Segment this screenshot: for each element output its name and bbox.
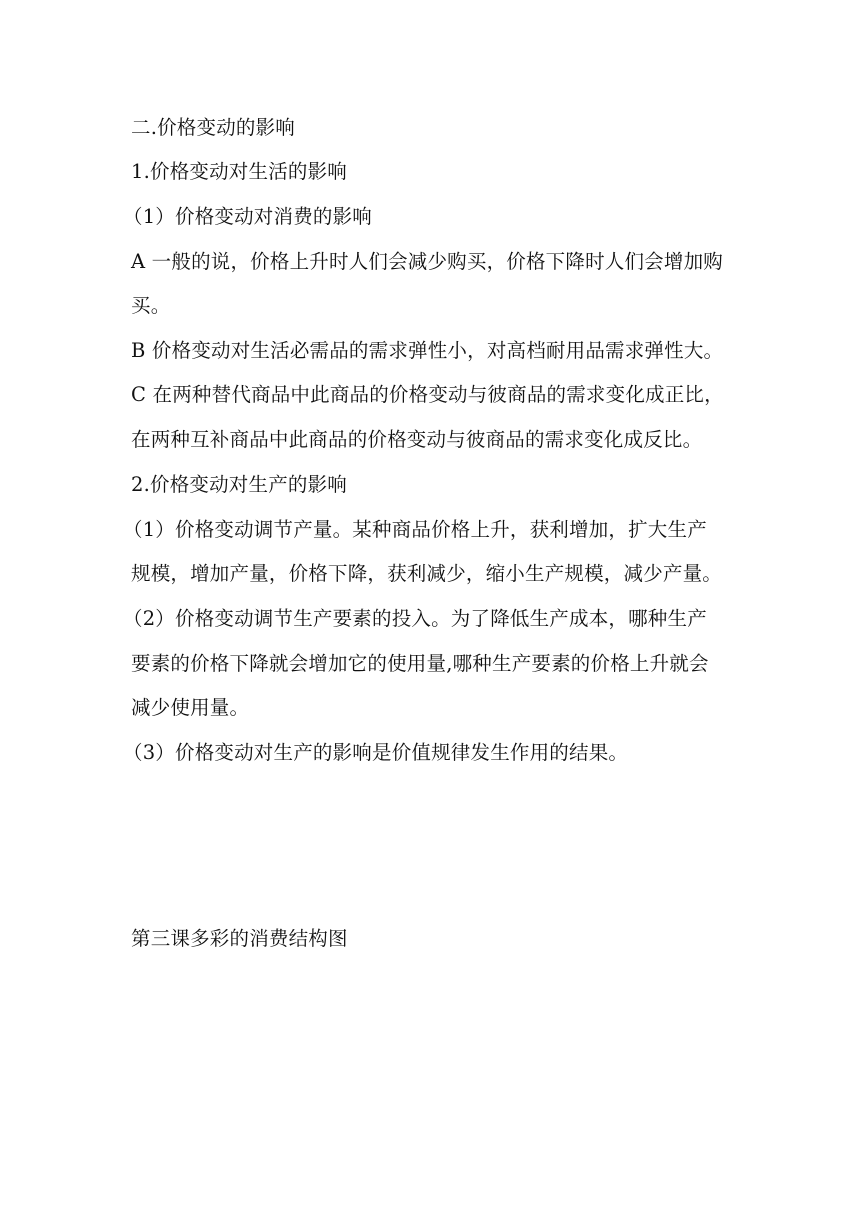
item-heading-consumption: （1）价格变动对消费的影响 bbox=[123, 205, 373, 228]
section-heading: 二.价格变动的影响 bbox=[131, 116, 295, 139]
point-b: B 价格变动对生活必需品的需求弹性小，对高档耐用品需求弹性大。 bbox=[131, 339, 724, 362]
point-c-line-2: 在两种互补商品中此商品的价格变动与彼商品的需求变化成反比。 bbox=[131, 428, 703, 451]
point-c-line-1: C 在两种替代商品中此商品的价格变动与彼商品的需求变化成正比， bbox=[131, 383, 724, 406]
production-item-1-line-1: （1）价格变动调节产量。某种商品价格上升，获利增加，扩大生产 bbox=[123, 518, 707, 541]
subsection-heading-production: 2.价格变动对生产的影响 bbox=[131, 473, 348, 496]
production-item-2-line-1: （2）价格变动调节生产要素的投入。为了降低生产成本，哪种生产 bbox=[123, 607, 707, 630]
production-item-3: （3）价格变动对生产的影响是价值规律发生作用的结果。 bbox=[123, 741, 629, 764]
lesson-3-heading: 第三课多彩的消费结构图 bbox=[131, 927, 348, 950]
production-item-1-line-2: 规模，增加产量，价格下降，获利减少，缩小生产规模，减少产量。 bbox=[131, 562, 723, 585]
subsection-heading-life: 1.价格变动对生活的影响 bbox=[131, 160, 348, 183]
point-a-line-1: A 一般的说，价格上升时人们会减少购买，价格下降时人们会增加购 bbox=[131, 250, 723, 273]
point-a-line-2: 买。 bbox=[131, 294, 171, 317]
production-item-2-line-2: 要素的价格下降就会增加它的使用量,哪种生产要素的价格上升就会 bbox=[131, 652, 709, 675]
production-item-2-line-3: 减少使用量。 bbox=[131, 696, 250, 719]
